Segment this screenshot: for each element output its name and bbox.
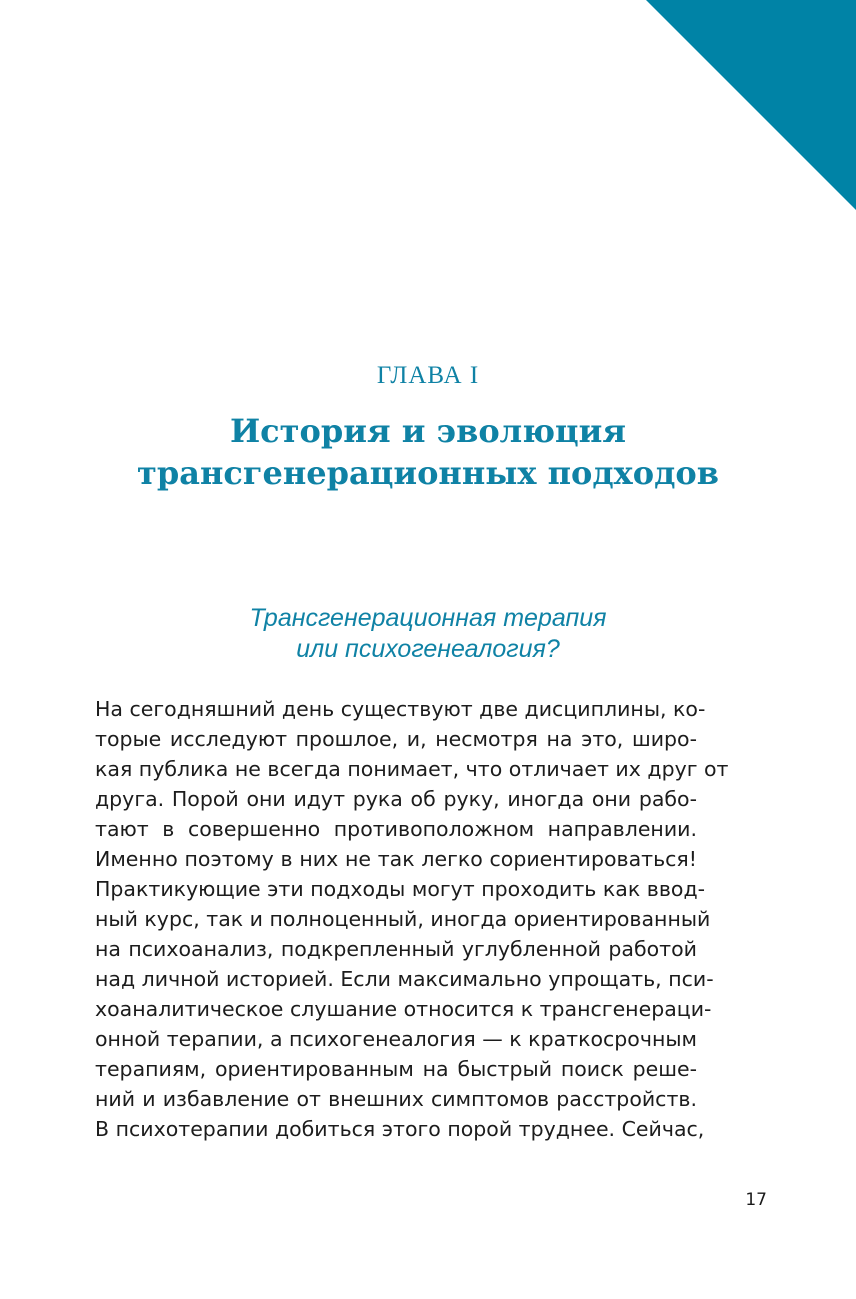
body-line: Практикующие эти подходы могут проходить как ввод- [95,877,706,901]
body-line: на психоанализ, подкрепленный углубленной работой [95,937,697,961]
page-number: 17 [745,1190,767,1210]
body-line: онной терапии, а психогенеалогия — к краткосрочным [95,1027,697,1051]
corner-triangle-shape [646,0,856,210]
body-line: тают в совершенно противоположном направлении. [95,817,697,841]
body-line: над личной историей. Если максимально упрощать, пси- [95,967,714,991]
corner-decoration-triangle [646,0,856,210]
chapter-title [40,410,816,494]
body-paragraph [95,694,729,1144]
chapter-title-line-1: История и эволюция [229,412,627,450]
body-line: ный курс, так и полноценный, иногда ориентированный [95,907,711,931]
body-line: торые исследуют прошлое, и, несмотря на это, широ- [95,727,697,751]
body-line: кая публика не всегда понимает, что отличает их друг от [95,757,729,781]
chapter-label: ГЛАВА I [376,362,480,389]
body-line: На сегодняшний день существуют две дисциплины, ко- [95,697,706,721]
body-line: В психотерапии добиться этого порой труднее. Сейчас, [95,1117,705,1141]
section-title-line-2: или психогенеалогия? [296,635,560,663]
body-line: Именно поэтому в них не так легко сориентироваться! [95,847,697,871]
chapter-title-line-2: трансгенерационных подходов [137,454,719,492]
section-title [40,603,816,665]
body-line: ний и избавление от внешних симптомов расстройств. [95,1087,697,1111]
body-line: друга. Порой они идут рука об руку, иногда они рабо- [95,787,697,811]
section-title-line-1: Трансгенерационная терапия [249,604,607,632]
body-line: хоаналитическое слушание относится к трансгенераци- [95,997,712,1021]
body-line: терапиям, ориентированным на быстрый поиск реше- [95,1057,697,1081]
